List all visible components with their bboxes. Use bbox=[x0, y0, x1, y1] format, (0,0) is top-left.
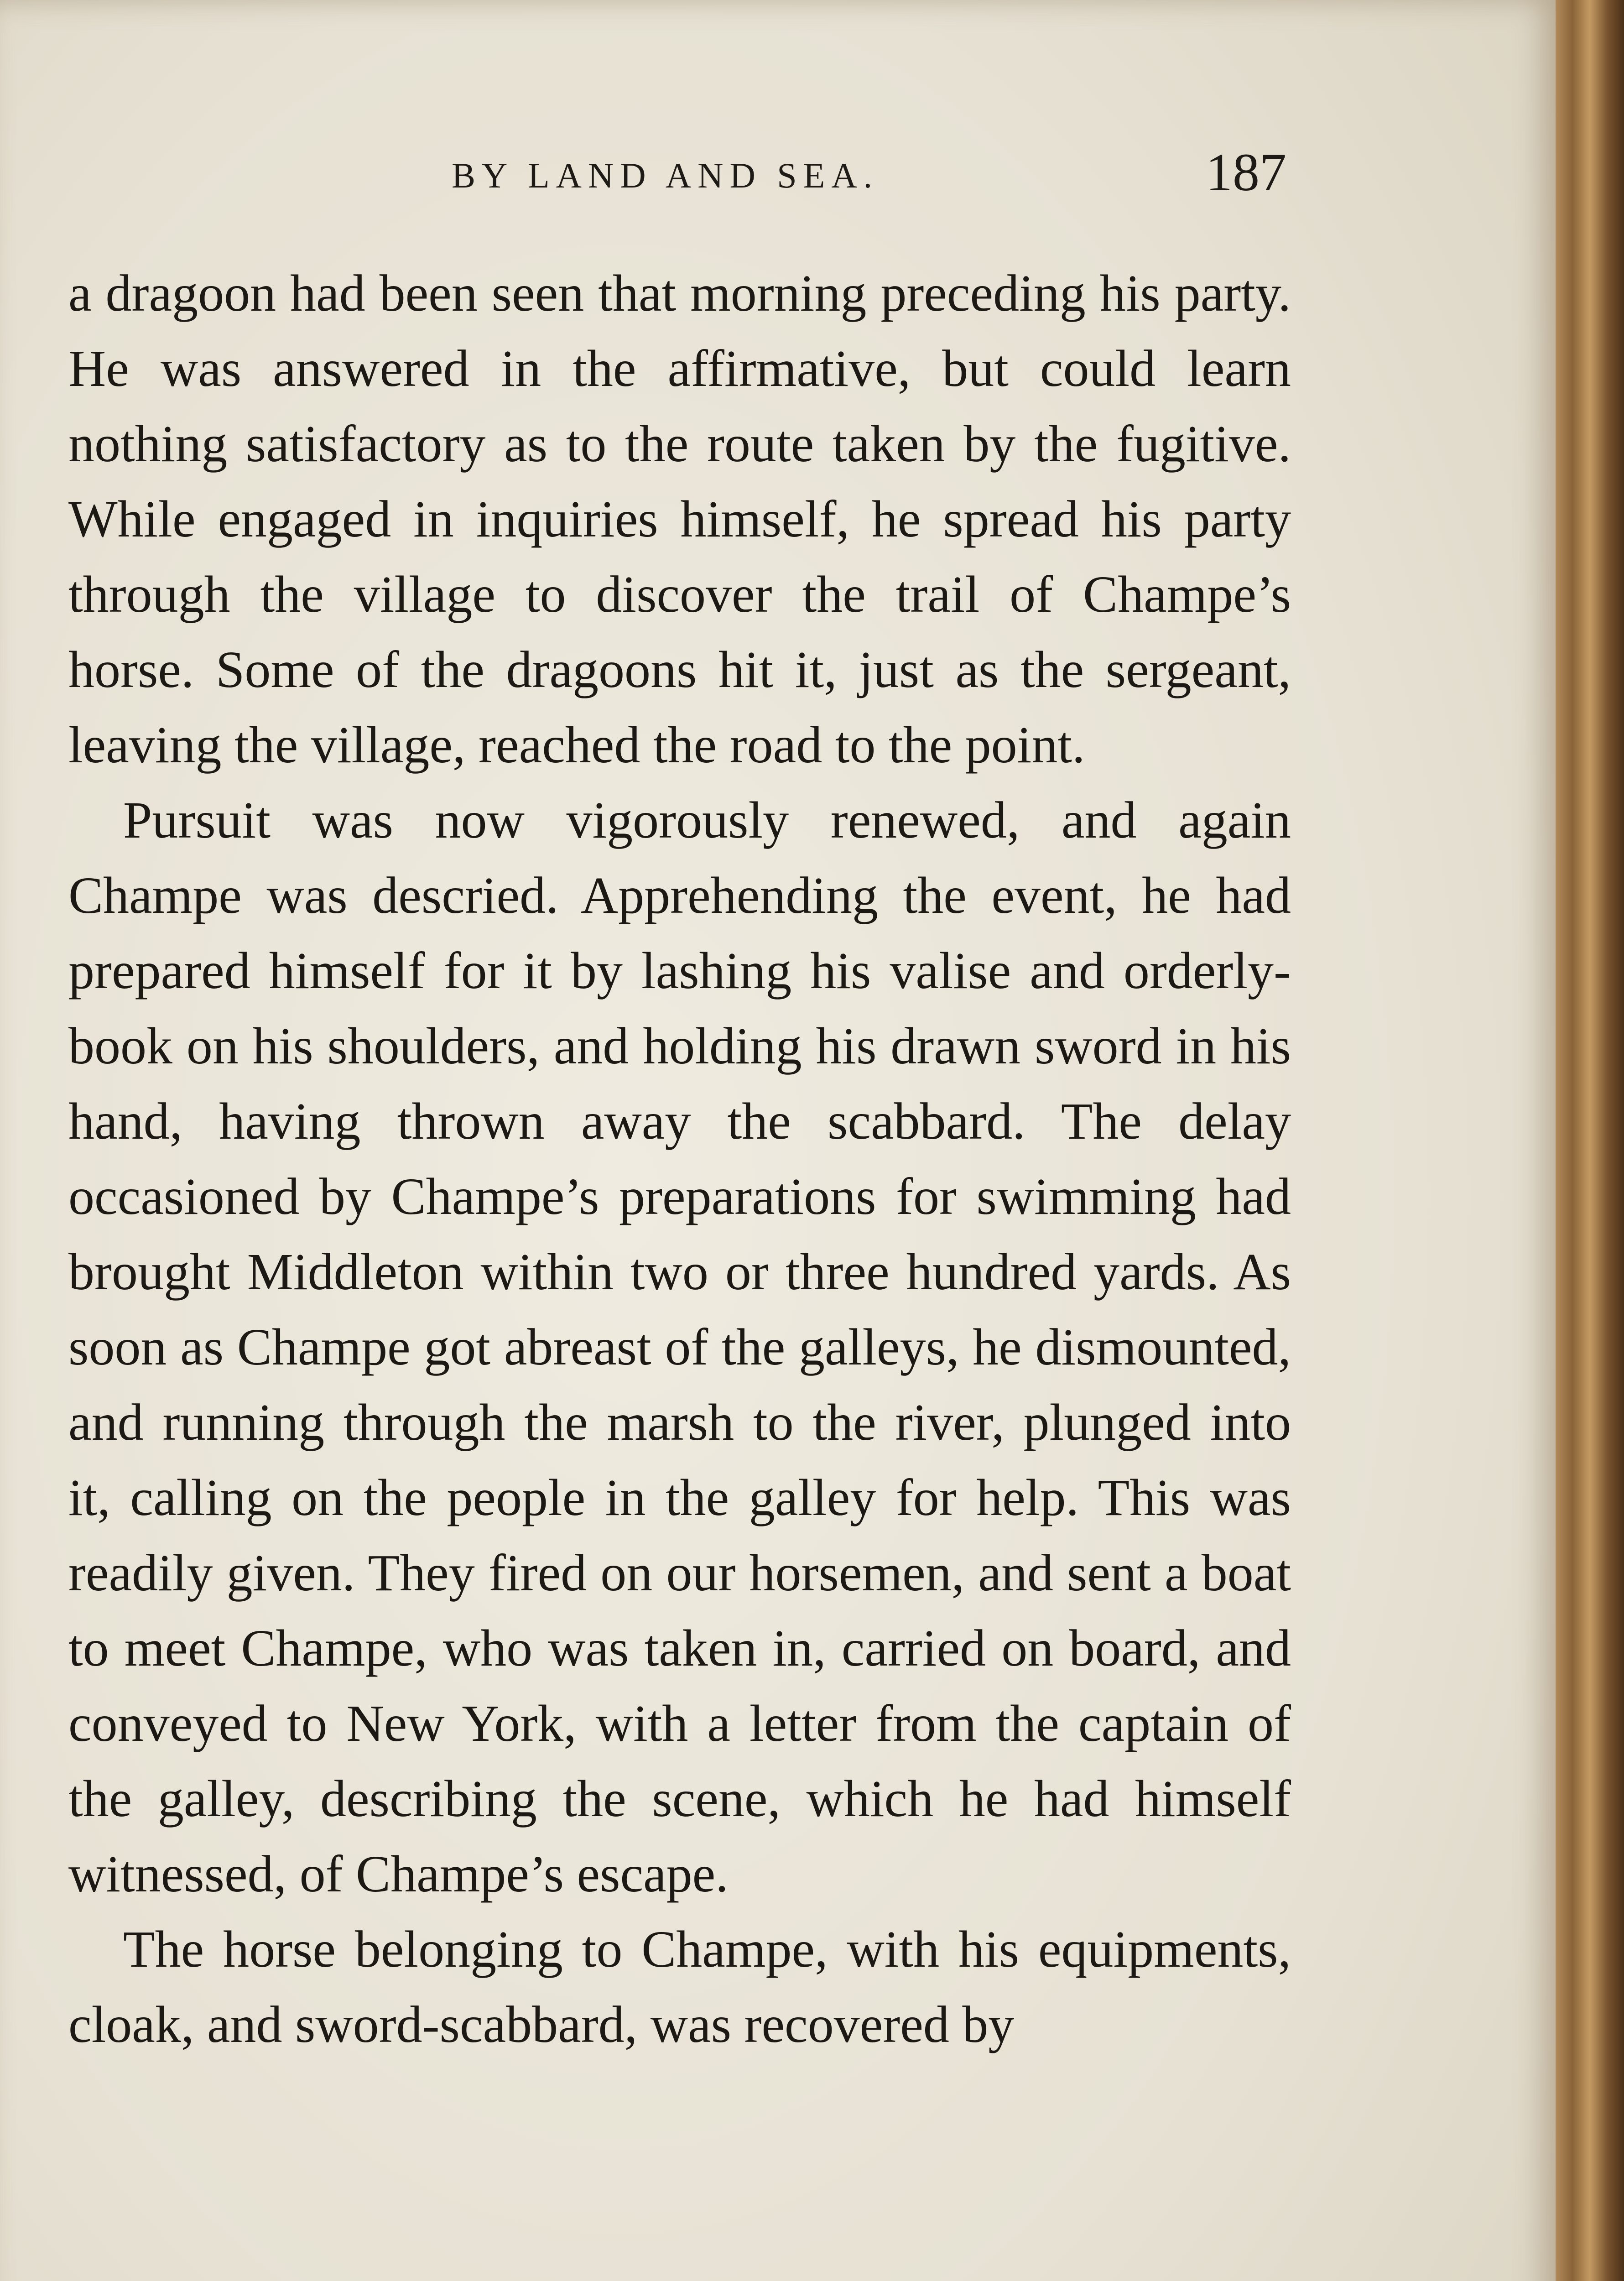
page-header bbox=[452, 141, 1286, 214]
page-stack-edge bbox=[1556, 0, 1624, 2281]
body-text bbox=[68, 255, 1291, 2062]
running-head: BY LAND AND SEA. bbox=[452, 156, 879, 195]
paragraph-1: a dragoon had been seen that morning preceding his party. He was answered in the affirmative, but could learn nothing satisfactory as to the route taken by the fugitive. While engaged in inquiries himself, he spread his party through the village to discover the trail of Champe’s horse. Some of the dragoons hit it, just as the sergeant, leaving the village, reached the road to the point. bbox=[68, 264, 1291, 774]
paragraph-2: Pursuit was now vigorously renewed, and again Champe was descried. Apprehending the event, he had prepared himself for it by lashing his valise and orderly-book on his shoulders, and holding his drawn sword in his hand, having thrown away the scabbard. The delay occasioned by Champe’s preparations for swimming had brought Middleton within two or three hundred yards. As soon as Champe got abreast of the galleys, he dismounted, and running through the marsh to the river, plunged into it, calling on the people in the galley for help. This was readily given. They fired on our horsemen, and sent a boat to meet Champe, who was taken in, carried on board, and conveyed to New York, with a letter from the captain of the galley, describing the scene, which he had himself witnessed, of Champe’s escape. bbox=[68, 791, 1291, 1903]
page-number: 187 bbox=[1206, 142, 1286, 202]
paragraph-3: The horse belonging to Champe, with his equipments, cloak, and sword-scabbard, was recovered by bbox=[68, 1920, 1291, 2053]
